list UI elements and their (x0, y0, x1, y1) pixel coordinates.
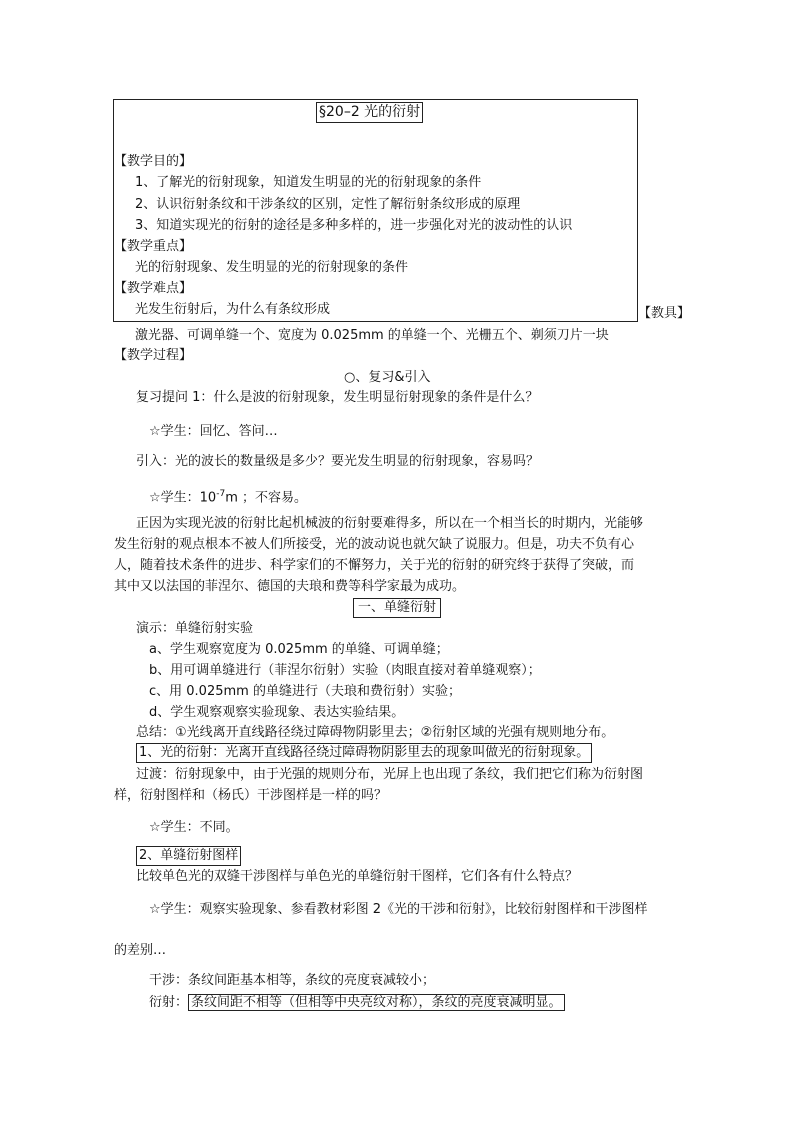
paragraph-line: 人，随着技术条件的进步、科学家们的不懈努力，关于光的衍射的研究终于获得了突破，而 (114, 558, 635, 573)
definition-box: 1、光的衍射：光离开直线路径绕过障碍物阴影里去的现象叫做光的衍射现象。 (136, 743, 592, 763)
tools-heading: 【教具】 (638, 306, 691, 321)
diffraction-text: 条纹间距不相等（但相等中央亮纹对称），条纹的亮度衰减明显。 (188, 994, 565, 1011)
goal-item: 1、了解光的衍射现象，知道发生明显的光的衍射现象的条件 (135, 175, 482, 190)
intro-answer-prefix: ☆学生：10 (149, 490, 217, 506)
intro-answer-suffix: m ；不容易。 (225, 490, 307, 506)
key-heading: 【教学重点】 (114, 239, 193, 254)
paragraph-line: 其中又以法国的菲涅尔、德国的夫琅和费等科学家最为成功。 (114, 579, 466, 594)
demo-step: a、学生观察宽度为 0.025mm 的单缝、可调单缝； (149, 642, 449, 657)
transition-line: 样，衍射图样和（杨氏）干涉图样是一样的吗？ (114, 788, 388, 803)
intro-answer-exponent: -7 (216, 489, 226, 499)
review-answer: ☆学生：回忆、答问… (149, 424, 278, 439)
paragraph-line: 发生衍射的观点根本不被人们所接受，光的波动说也就欠缺了说服力。但是，功夫不负有心 (114, 537, 635, 552)
intro-answer (149, 485, 307, 507)
section0-title: ○、复习&引入 (344, 370, 431, 385)
difficulty-text: 光发生衍射后，为什么有条纹形成 (135, 302, 331, 317)
demo-step: c、用 0.025mm 的单缝进行（夫琅和费衍射）实验； (149, 684, 461, 699)
interference-label: 干涉： (149, 973, 189, 988)
summary: 总结：①光线离开直线路径绕过障碍物阴影里去；②衍射区域的光强有规则地分布。 (136, 725, 615, 740)
demo-label: 演示：单缝衍射实验 (136, 621, 254, 636)
subsection2-title: 2、单缝衍射图样 (136, 846, 241, 866)
transition-line: 过渡：衍射现象中，由于光强的规则分布，光屏上也出现了条纹，我们把它们称为衍射图 (136, 767, 644, 782)
review-question: 复习提问 1：什么是波的衍射现象，发生明显衍射现象的条件是什么？ (136, 390, 539, 405)
paragraph-line: 正因为实现光波的衍射比起机械波的衍射要难得多，所以在一个相当长的时期内，光能够 (136, 516, 644, 531)
key-text: 光的衍射现象、发生明显的光的衍射现象的条件 (135, 260, 409, 275)
diffraction-row (149, 994, 565, 1012)
interference-text: 条纹间距基本相等，条纹的亮度衰减较小； (188, 973, 436, 988)
compare-question: 比较单色光的双缝干涉图样与单色光的单缝衍射干图样，它们各有什么特点？ (136, 869, 579, 884)
difficulty-heading: 【教学难点】 (114, 281, 193, 296)
demo-step: b、用可调单缝进行（菲涅尔衍射）实验（肉眼直接对着单缝观察）； (149, 663, 541, 678)
tools-text: 激光器、可调单缝一个、宽度为 0.025mm 的单缝一个、光栅五个、剃须刀片一块 (135, 328, 609, 343)
section1-title: 一、单缝衍射 (353, 598, 441, 618)
transition-answer: ☆学生：不同。 (149, 820, 239, 835)
interference-row (149, 972, 435, 990)
diffraction-label: 衍射： (149, 995, 189, 1010)
demo-step: d、学生观察观察实验现象、表达实验结果。 (149, 705, 405, 720)
goals-heading: 【教学目的】 (114, 154, 193, 169)
intro-question: 引入：光的波长的数量级是多少？要光发生明显的衍射现象，容易吗？ (136, 454, 540, 469)
lesson-title: §20–2 光的衍射 (316, 102, 423, 123)
goal-item: 3、知道实现光的衍射的途径是多种多样的，进一步强化对光的波动性的认识 (135, 218, 573, 233)
compare-answer-line: 的差别… (114, 943, 167, 958)
compare-answer-line: ☆学生：观察实验现象、参看教材彩图 2《光的干涉和衍射》，比较衍射图样和干涉图样 (149, 902, 648, 917)
goal-item: 2、认识衍射条纹和干涉条纹的区别，定性了解衍射条纹形成的原理 (135, 197, 521, 212)
process-heading: 【教学过程】 (114, 348, 193, 363)
